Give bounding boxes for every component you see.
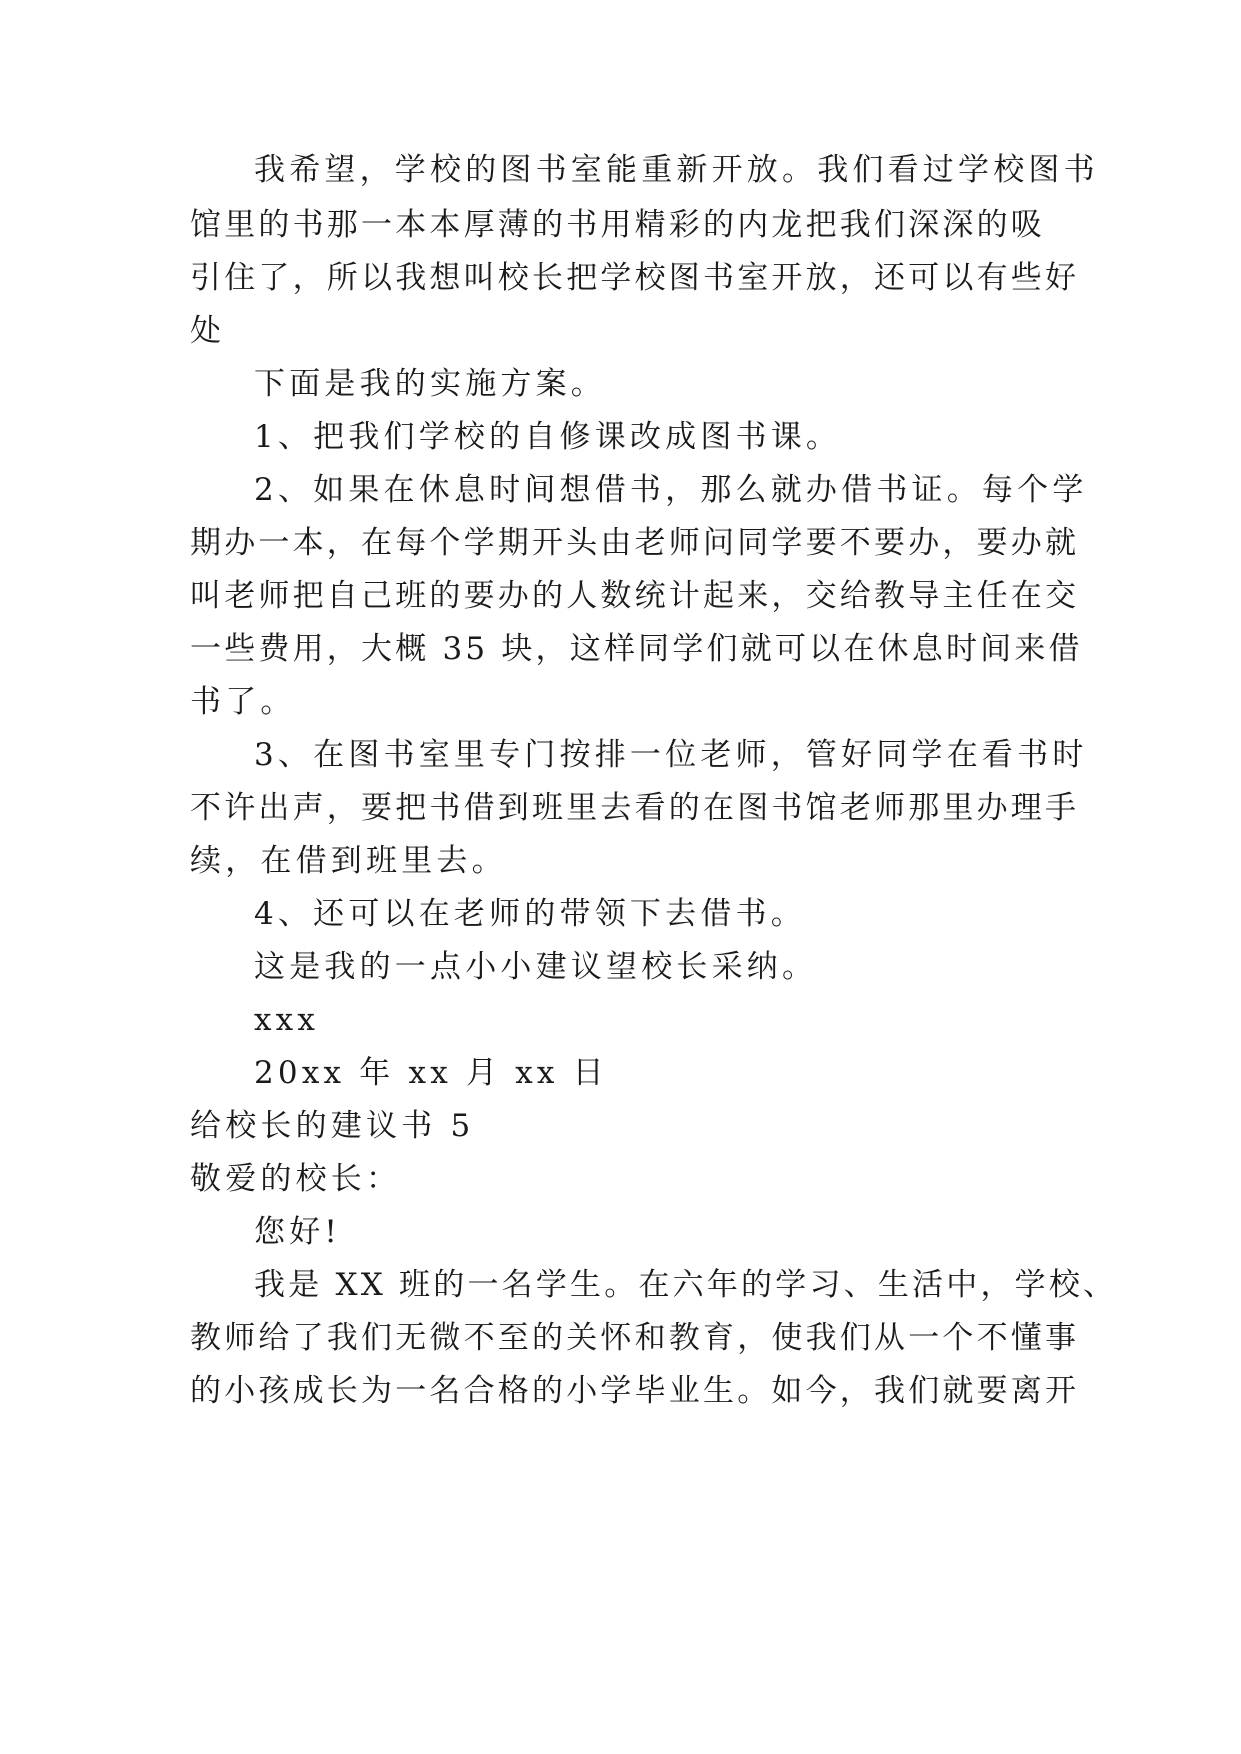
list-item-4: 4、还可以在老师的带领下去借书。: [254, 896, 806, 932]
paragraph-line: 处: [190, 313, 226, 349]
paragraph-line: 引住了，所以我想叫校长把学校图书室开放，还可以有些好: [190, 260, 1080, 296]
paragraph-line: 我是 XX 班的一名学生。在六年的学习、生活中，学校、: [254, 1267, 1118, 1303]
signature-name: xxx: [254, 1002, 320, 1038]
paragraph-line: 我希望，学校的图书室能重新开放。我们看过学校图书: [254, 152, 1099, 188]
paragraph-line: 续，在借到班里去。: [190, 843, 507, 879]
list-item-2: 2、如果在休息时间想借书，那么就办借书证。每个学: [254, 472, 1088, 508]
paragraph-line: 叫老师把自己班的要办的人数统计起来，交给教导主任在交: [190, 578, 1080, 614]
paragraph-line: 的小孩成长为一名合格的小学毕业生。如今，我们就要离开: [190, 1373, 1080, 1409]
list-item-1: 1、把我们学校的自修课改成图书课。: [254, 419, 842, 455]
signature-date: 20xx 年 xx 月 xx 日: [254, 1055, 608, 1091]
paragraph-line: 馆里的书那一本本厚薄的书用精彩的内龙把我们深深的吸: [190, 207, 1045, 243]
greeting: 您好!: [254, 1214, 342, 1250]
paragraph-line: 一些费用，大概 35 块，这样同学们就可以在休息时间来借: [190, 631, 1083, 667]
paragraph-line: 教师给了我们无微不至的关怀和教育，使我们从一个不懂事: [190, 1320, 1080, 1356]
paragraph-line: 书了。: [190, 684, 296, 720]
closing-line: 这是我的一点小小建议望校长采纳。: [254, 949, 818, 985]
salutation: 敬爱的校长：: [190, 1161, 402, 1197]
paragraph-line: 不许出声，要把书借到班里去看的在图书馆老师那里办理手: [190, 790, 1080, 826]
paragraph-line: 期办一本，在每个学期开头由老师问同学要不要办，要办就: [190, 525, 1080, 561]
list-item-3: 3、在图书室里专门按排一位老师，管好同学在看书时: [254, 737, 1088, 773]
paragraph-line: 下面是我的实施方案。: [254, 366, 606, 402]
section-title: 给校长的建议书 5: [190, 1108, 475, 1144]
